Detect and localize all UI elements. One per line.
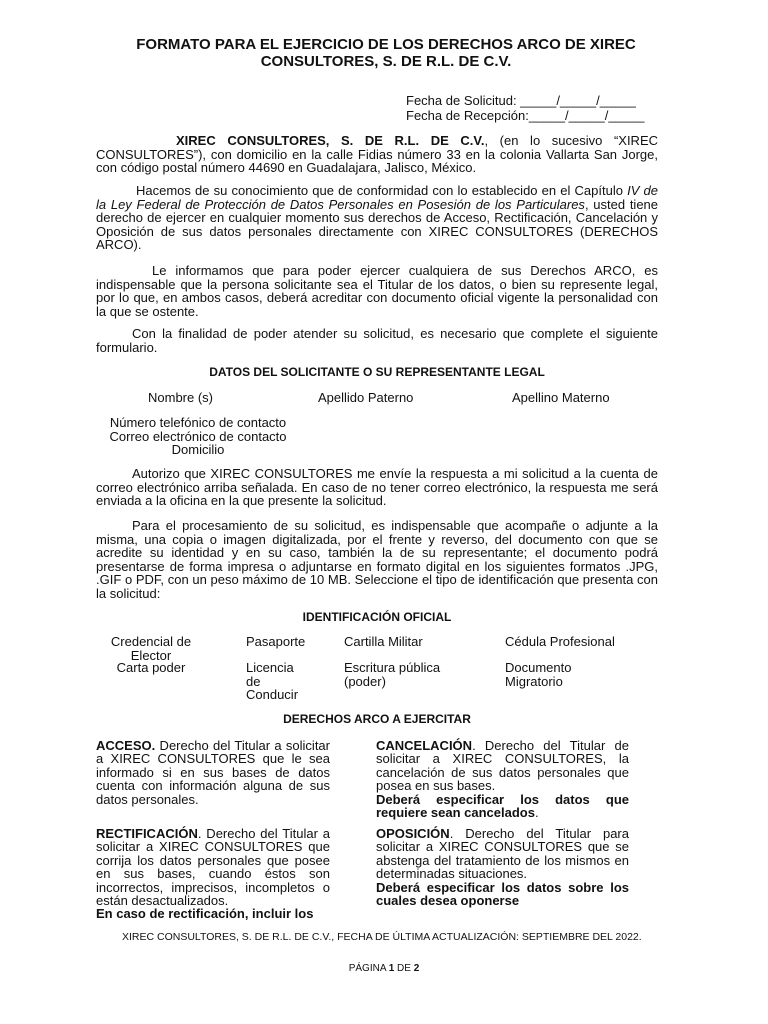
solicitante-heading: DATOS DEL SOLICITANTE O SU REPRESENTANTE LEGAL (209, 365, 545, 379)
form-intro-paragraph: Con la finalidad de poder atender su solicitud, es necesario que complete el siguiente formulario. (96, 326, 658, 355)
arco-text-2: , usted tiene derecho de ejercer en cualquier momento sus derechos de Acceso, Rectificación, Cancelación y Oposición de sus datos personales directamente con XIREC CONSULTORES (DERECHOS ARCO). (96, 196, 659, 253)
licencia-line-1: Licencia (246, 660, 294, 675)
footer-text: XIREC CONSULTORES, S. DE R.L. DE C.V., FECHA DE ÚLTIMA ACTUALIZACIÓN: SEPTIEMBRE DEL 2022. (122, 931, 642, 943)
cancelacion-label: CANCELACIÓN (376, 738, 473, 753)
autorizacion-paragraph: Autorizo que XIREC CONSULTORES me envíe la respuesta a mi solicitud a la cuenta de correo electrónico arriba señalada. En caso de no tener correo electrónico, la respuesta me será enviada a la oficina en la que presente la solicitud. (96, 466, 658, 509)
dates-block (406, 93, 645, 123)
documento-line-1: Documento (505, 660, 572, 675)
id-pasaporte: Pasaporte (246, 634, 306, 649)
apellido-materno-label: Apellino Materno (512, 390, 610, 405)
law-name: IV de la Ley Federal de Protección de Datos Personales en Posesión de los Particulares (96, 183, 658, 212)
requirements-paragraph: Le informamos que para poder ejercer cualquiera de sus Derechos ARCO, es indispensable que la persona solicitante sea el Titular de los datos, o bien su represente legal, por lo que, en ambos casos, deberá acreditar con documento oficial vigente la personalidad con la que se ostente. (96, 263, 658, 319)
page-label: PÁGINA (348, 963, 389, 974)
arco-rights-paragraph (96, 184, 658, 252)
derechos-heading: DERECHOS ARCO A EJERCITAR (283, 712, 471, 726)
acceso-label: ACCESO. (96, 738, 156, 753)
id-cedula-profesional: Cédula Profesional (505, 634, 615, 649)
acceso-block (96, 739, 330, 806)
licencia-line-3: Conducir (246, 687, 299, 702)
id-cartilla-militar: Cartilla Militar (344, 634, 423, 649)
company-name: XIREC CONSULTORES, S. DE R.L. DE C.V. (176, 133, 485, 148)
cancelacion-block: CANCELACIÓN. Derecho del Titular de solicitar a XIREC CONSULTORES, la cancelación de sus datos personales que posea en sus bases. Deberá especificar los datos que requiere sean cancelados. (376, 738, 629, 821)
licencia-line-2: de (246, 673, 261, 689)
escritura-line-2: (poder) (344, 673, 386, 689)
page-of: DE (394, 963, 414, 974)
cancelacion-bold: Deberá especificar los datos que requiere sean cancelados (376, 791, 629, 821)
arco-text-1: Hacemos de su conocimiento que de conformidad con lo establecido en el Capítulo (136, 183, 628, 198)
identificacion-heading: IDENTIFICACIÓN OFICIAL (302, 610, 452, 624)
oposicion-text: . Derecho del Titular para solicitar a XIREC CONSULTORES que se abstenga del tratamiento de los mismos en determinadas situaciones. (376, 826, 629, 882)
procesamiento-paragraph: Para el procesamiento de su solicitud, es indispensable que acompañe o adjunte a la misma, una copia o imagen digitalizada, por el frente y reverso, del documento con que se acredite su identidad y en su caso, también la de su representante; el documento podrá presentarse de forma impresa o adjuntarse en formato digital en los siguientes formatos .JPG, .GIF o PDF, con un peso máximo de 10 MB. Seleccione el tipo de identificación que presenta con la solicitud: (96, 518, 658, 601)
credencial-line-1: Credencial de (110, 634, 192, 649)
credencial-line-2: Elector (130, 647, 172, 663)
document-title: FORMATO PARA EL EJERCICIO DE LOS DERECHOS ARCO DE XIREC CONSULTORES, S. DE R.L. DE C.V. (136, 36, 636, 70)
id-escritura-publica (344, 661, 440, 688)
intro-paragraph (96, 134, 658, 175)
fecha-solicitud: Fecha de Solicitud: _____/_____/_____ (406, 93, 636, 108)
page-current: 1 (388, 963, 395, 974)
correo-label: Correo electrónico de contacto (109, 429, 287, 444)
telefono-label: Número telefónico de contacto (109, 415, 287, 430)
rectificacion-block (96, 827, 330, 921)
rectificacion-text: . Derecho del Titular a solicitar a XIREC CONSULTORES que corrija los datos personales que posee en sus bases, cuando éstos son incorrectos, imprecisos, incompletos o están desactualizados. (96, 826, 330, 909)
apellido-paterno-label: Apellido Paterno (318, 390, 414, 405)
documento-line-2: Migratorio (505, 673, 563, 689)
page-total: 2 (413, 963, 420, 974)
intro-text: , (en lo sucesivo “XIREC CONSULTORES”), con domicilio en la calle Fidias número 33 en la colonia Vallarta San Jorge, con código postal número 44690 en Guadalajara, Jalisco, México. (96, 133, 659, 176)
oposicion-block (376, 827, 629, 907)
rectificacion-bold: En caso de rectificación, incluir los (96, 906, 314, 922)
page-number (96, 963, 672, 974)
fecha-recepcion: Fecha de Recepción:_____/_____/_____ (406, 108, 645, 123)
id-carta-poder: Carta poder (116, 660, 186, 675)
cancelacion-text: . Derecho del Titular de solicitar a XIREC CONSULTORES, la cancelación de sus datos personales que posea en sus bases. (376, 738, 629, 794)
oposicion-label: OPOSICIÓN (376, 826, 450, 841)
domicilio-label: Domicilio (171, 442, 225, 457)
id-licencia-conducir (246, 661, 298, 702)
acceso-text: Derecho del Titular a solicitar a XIREC CONSULTORES que le sea informado si en sus bases de datos cuenta con información alguna de sus datos personales. (96, 738, 330, 807)
rectificacion-label: RECTIFICACIÓN (96, 826, 198, 841)
id-credencial-elector (100, 635, 202, 662)
id-documento-migratorio (505, 661, 571, 688)
nombre-label: Nombre (s) (148, 390, 214, 405)
oposicion-bold: Deberá especificar los datos sobre los cuales desea oponerse (376, 879, 629, 909)
escritura-line-1: Escritura pública (344, 660, 441, 675)
